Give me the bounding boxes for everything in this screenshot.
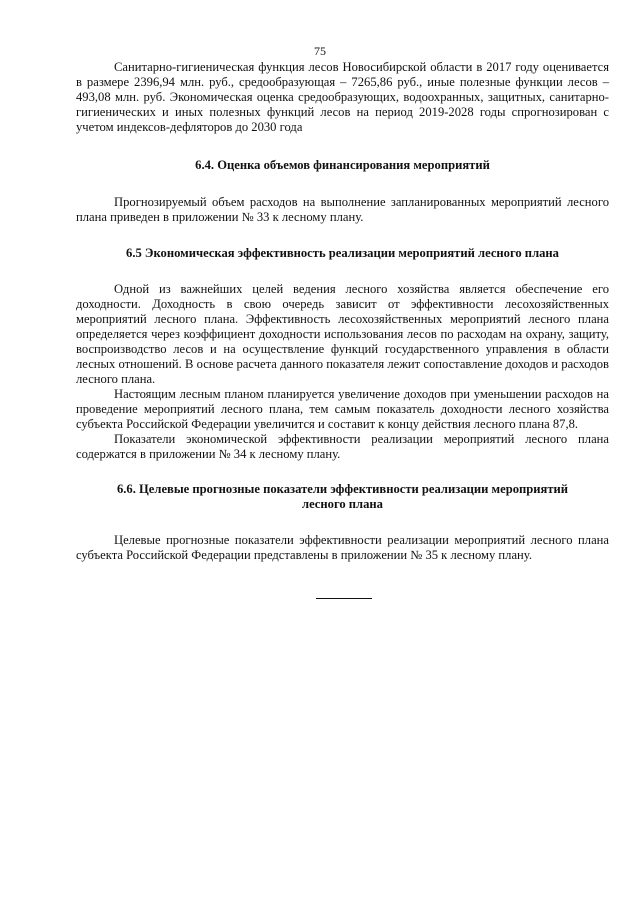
section-6-5-heading: 6.5 Экономическая эффективность реализации мероприятий лесного плана	[126, 246, 559, 260]
section-6-6-heading: 6.6. Целевые прогнозные показатели эффективности реализации мероприятий лесного плана	[116, 482, 569, 511]
section-6-5-paragraph-1: Одной из важнейших целей ведения лесного хозяйства является обеспечение его доходности. Доходность в свою очередь зависит от эффективности лесохозяйственных мероприятий лесного плана. Эффективность лесохозяйственных мероприятий лесного плана определяется через коэффициент доходности использования лесов по расходам на охрану, защиту, воспроизводство лесов и на осуществление функций государственного управления в области лесных отношений. В основе расчета данного показателя лежит сопоставление доходов и расходов лесного плана.	[76, 282, 609, 386]
section-6-6-paragraph: Целевые прогнозные показатели эффективности реализации мероприятий лесного плана субъекта Российской Федерации представлены в приложении № 35 к лесному плану.	[76, 533, 609, 562]
section-6-5-paragraph-3: Показатели экономической эффективности реализации мероприятий лесного плана содержатся в приложении № 34 к лесному плану.	[76, 432, 609, 461]
section-6-5-paragraph-2: Настоящим лесным планом планируется увеличение доходов при уменьшении расходов на проведение мероприятий лесного плана, тем самым показатель доходности лесного хозяйства субъекта Российской Федерации увеличится и составит к концу действия лесного плана 87,8.	[76, 387, 609, 431]
page-number: 75	[314, 44, 326, 58]
closing-separator-line	[316, 598, 372, 599]
section-6-4-paragraph: Прогнозируемый объем расходов на выполнение запланированных мероприятий лесного плана приведен в приложении № 33 к лесному плану.	[76, 195, 609, 224]
section-6-4-heading: 6.4. Оценка объемов финансирования мероприятий	[195, 158, 490, 172]
intro-paragraph: Санитарно-гигиеническая функция лесов Новосибирской области в 2017 году оценивается в размере 2396,94 млн. руб., средообразующая – 7265,86 руб., иные полезные функции лесов – 493,08 млн. руб. Экономическая оценка средообразующих, водоохранных, защитных, санитарно-гигиенических и иных полезных функций лесов на период 2019-2028 годы спрогнозирован с учетом индексов-дефляторов до 2030 года	[76, 60, 609, 134]
page-content	[76, 60, 609, 563]
